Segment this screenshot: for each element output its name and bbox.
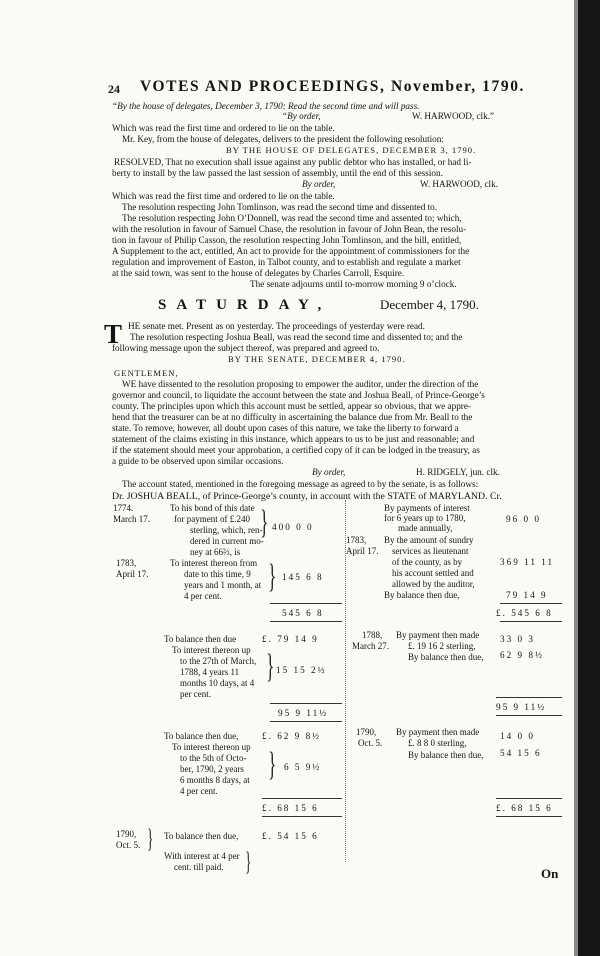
line: with the resolution in favour of Samuel Chase, the resolution in favour of John Bean, the resolu-	[112, 224, 467, 234]
entry: 1788, 4 years 11	[180, 667, 240, 677]
amount: 14 0 0	[500, 731, 535, 741]
amount: 33 0 3	[500, 634, 535, 644]
line: The resolution respecting John Tomlinson, was read the second time and dissented to.	[122, 202, 438, 212]
date: 1790,	[356, 727, 377, 737]
catchword: On	[541, 866, 559, 881]
rule	[496, 798, 562, 799]
date: 1788,	[362, 630, 383, 640]
entry: years and 1 month, at	[184, 580, 262, 590]
entry: 4 per cent.	[180, 786, 218, 796]
amount: 369 11 11	[500, 557, 555, 567]
account-heading: Dr. JOSHUA BEALL, of Prince-George’s county, in account with the STATE of MARYLAND. Cr.	[112, 491, 502, 502]
entry: services as lieutenant	[392, 546, 469, 556]
line: statement of the claims existing in this instance, which appears to us to be just and reasonable; and	[112, 434, 475, 444]
line: A Supplement to the act, entitled, An act to provide for the appointment of commissioners for the	[112, 246, 470, 256]
line: BY THE SENATE, DECEMBER 4, 1790.	[228, 354, 406, 364]
entry: date to this time, 9	[184, 569, 251, 579]
entry: To balance then due,	[164, 831, 239, 841]
date: 1790,	[116, 829, 137, 839]
line: Mr. Key, from the house of delegates, delivers to the president the following resolution:	[122, 134, 444, 144]
line: By order,	[312, 467, 346, 477]
line: following message upon the subject thereof, was prepared and agreed to.	[112, 343, 380, 353]
rule	[270, 621, 342, 622]
rule	[496, 816, 562, 817]
brace: }	[268, 558, 277, 595]
entry: £. 19 16 2 sterling,	[408, 641, 476, 651]
rule	[270, 721, 342, 722]
rule	[270, 603, 342, 604]
line: W. HARWOOD, clk.”	[412, 111, 495, 121]
entry: By balance then due,	[408, 750, 484, 760]
entry: To interest thereon from	[170, 558, 258, 568]
entry: By payment then made	[396, 727, 480, 737]
entry: allowed by the auditor,	[392, 579, 475, 589]
amount: £. 62 9 8½	[262, 731, 322, 741]
line: regulation and improvement of Easton, in Talbot county, and to establish and regulate a market	[112, 257, 461, 267]
amount: 400 0 0	[272, 522, 314, 532]
page-number: 24	[108, 82, 120, 96]
entry: per cent.	[180, 689, 211, 699]
running-head: VOTES AND PROCEEDINGS, November, 1790.	[140, 78, 526, 95]
amount: 79 14 9	[506, 590, 548, 600]
brace: }	[266, 648, 275, 685]
date: Oct. 5.	[116, 840, 141, 850]
entry: By balance then due,	[408, 652, 484, 662]
line: The account stated, mentioned in the foregoing message as agreed to by the senate, is as follows:	[122, 479, 479, 489]
entry: By payment then made	[396, 630, 480, 640]
line: By order,	[302, 179, 336, 189]
date: 1774.	[113, 503, 134, 513]
entry: To interest thereon up	[172, 645, 251, 655]
salutation: GENTLEMEN,	[114, 368, 179, 378]
rule	[270, 703, 342, 704]
rule	[496, 697, 562, 698]
line: HE senate met. Present as on yesterday. The proceedings of yesterday were read.	[128, 321, 425, 331]
line: if the statement should meet your approbation, a certified copy of it can be lodged in the treasury, as	[112, 445, 480, 455]
brace: }	[268, 746, 277, 783]
line: state. To remove, however, all doubt upon cases of this nature, we take the liberty to forward a	[112, 423, 459, 433]
entry: ney at 66⅔, is	[190, 547, 241, 557]
line: county. The principles upon which this account must be settled, appear so obvious, that we appre-	[112, 401, 471, 411]
total: 545 6 8	[282, 608, 324, 618]
line: Which was read the first time and ordered to lie on the table.	[112, 123, 335, 133]
entry: for payment of £.240	[174, 514, 250, 524]
total: 95 9 11½	[278, 708, 329, 718]
line: berty to install by the law passed the last session of assembly, until the end of this session.	[112, 168, 443, 178]
line: The resolution respecting John O’Donnell, was read the second time and assented to; which,	[122, 213, 462, 223]
entry: to the 27th of March,	[180, 656, 257, 666]
total: £. 68 15 6	[496, 803, 553, 813]
date: 1783,	[116, 558, 137, 568]
rule	[500, 621, 562, 622]
entry: to the 5th of Octo-	[180, 753, 247, 763]
entry: To his bond of this date	[170, 503, 255, 513]
brace: }	[147, 824, 154, 853]
brace: }	[260, 504, 269, 541]
entry: By the amount of sundry	[384, 535, 474, 545]
line: RESOLVED, That no execution shall issue against any public debtor who has installed, or had li-	[114, 157, 472, 167]
entry: To interest thereon up	[172, 742, 251, 752]
entry: dered in current mo-	[190, 536, 264, 546]
line: governor and council, to liquidate the account between the state and Joshua Beall, of Prince-George’s	[112, 390, 485, 400]
amount: £. 79 14 9	[262, 634, 319, 644]
entry: £. 8 8 0 sterling,	[408, 738, 467, 748]
line: “By the house of delegates, December 3, 1790: Read the second time and will pass.	[112, 101, 420, 111]
drop-cap: T	[104, 319, 123, 349]
line: W. HARWOOD, clk.	[420, 179, 499, 189]
amount: 54 15 6	[500, 748, 542, 758]
date: Oct. 5.	[358, 738, 383, 748]
rule	[262, 798, 342, 799]
entry: To balance then due,	[164, 731, 239, 741]
rule	[500, 603, 562, 604]
line: hend that the treasurer can be at no difficulty in ascertaining the balance due from Mr. Beall to the	[112, 412, 473, 422]
amount: 145 6 8	[282, 572, 324, 582]
entry: made annually,	[398, 523, 453, 533]
line: a guide to be observed upon similar occasions.	[112, 456, 284, 466]
entry: 4 per cent.	[184, 591, 222, 601]
entry: ber, 1790, 2 years	[180, 764, 244, 774]
line: at the said town, was sent to the house of delegates by Charles Carroll, Esquire.	[112, 268, 405, 278]
entry: his account settled and	[392, 568, 474, 578]
line: H. RIDGELY, jun. clk.	[416, 467, 500, 477]
line: The senate adjourns until to-morrow morning 9 o’clock.	[250, 279, 457, 289]
amount: 15 15 2½	[276, 665, 327, 675]
entry: By payments of interest	[384, 503, 470, 513]
entry: With interest at 4 per	[164, 851, 240, 861]
rule	[262, 816, 342, 817]
rule	[496, 715, 562, 716]
entry: cent. till paid.	[174, 862, 224, 872]
entry: sterling, which, ren-	[190, 525, 263, 535]
total: 95 9 11½	[496, 702, 547, 712]
day-heading: SATURDAY,	[158, 297, 332, 313]
entry: months 10 days, at 4	[180, 678, 255, 688]
amount: 6 5 9½	[284, 762, 322, 772]
amount: £. 54 15 6	[262, 831, 319, 841]
line: tion in favour of Philip Casson, the resolution respecting John Tomlinson, and the bill, entitled,	[112, 235, 462, 245]
line: BY THE HOUSE OF DELEGATES, DECEMBER 3, 1790.	[226, 145, 477, 155]
total: £. 68 15 6	[262, 803, 319, 813]
line: “By order,	[282, 111, 321, 121]
scan-edge	[578, 0, 600, 956]
total: £. 545 6 8	[496, 608, 553, 618]
date: March 27.	[352, 641, 389, 651]
amount: 96 0 0	[506, 514, 541, 524]
amount: 62 9 8½	[500, 650, 544, 660]
day-date: December 4, 1790.	[380, 297, 479, 312]
entry: of the county, as by	[392, 557, 463, 567]
scan-edge-shadow	[574, 0, 578, 956]
date: April 17.	[346, 546, 379, 556]
date: 1783,	[346, 535, 367, 545]
line: WE have dissented to the resolution proposing to empower the auditor, under the direction of the	[122, 379, 479, 389]
line: Which was read the first time and ordered to lie on the table.	[112, 191, 335, 201]
entry: To balance then due	[164, 634, 237, 644]
date: March 17.	[113, 514, 150, 524]
brace: }	[245, 847, 252, 876]
entry: 6 months 8 days, at	[180, 775, 250, 785]
entry: for 6 years up to 1780,	[384, 513, 466, 523]
entry: By balance then due,	[384, 590, 460, 600]
date: April 17.	[116, 569, 149, 579]
line: The resolution respecting Joshua Beall, was read the second time and dissented to; and the	[130, 332, 463, 342]
